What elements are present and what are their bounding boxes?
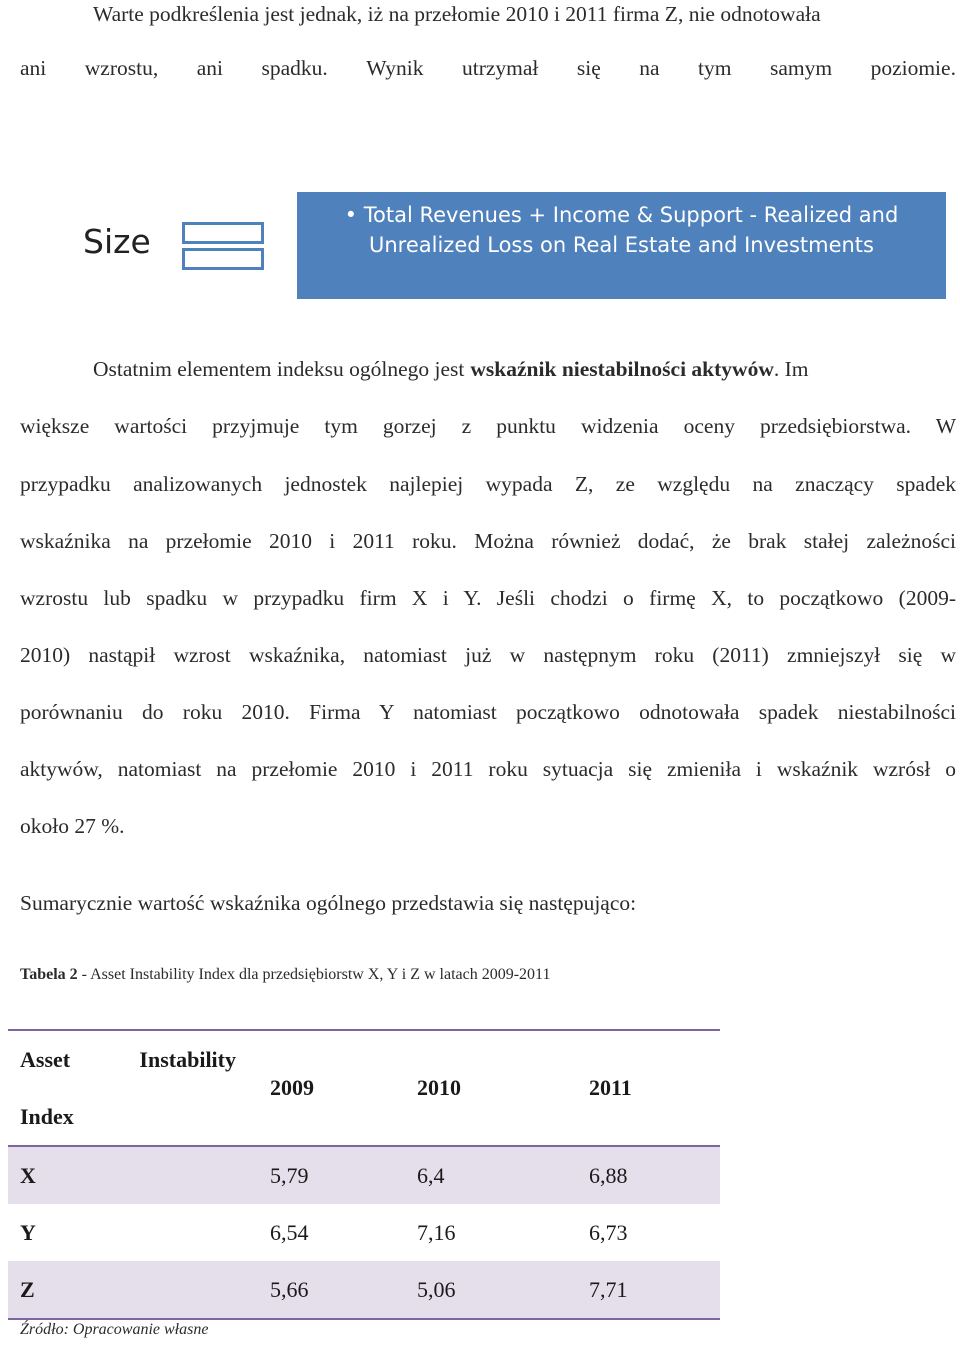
- text-line: 2010) nastąpił wzrost wskaźnika, natomiast już w następnym roku (2011) zmniejszył się w: [20, 643, 956, 667]
- paragraph-line: [20, 812, 956, 840]
- cell: 5,06: [405, 1261, 577, 1319]
- summary-text: [20, 889, 956, 917]
- paragraph-line: [20, 527, 956, 555]
- table-row: [8, 1146, 720, 1204]
- text-part: Ostatnim elementem indeksu ogólnego jest: [93, 357, 465, 381]
- text-line: aktywów, natomiast na przełomie 2010 i 2011 roku sytuacja się zmieniła i wskaźnik wzrósł o: [20, 757, 956, 781]
- table-source: Źródło: Opracowanie własne: [20, 1321, 209, 1338]
- text-line: porównaniu do roku 2010. Firma Y natomiast początkowo odnotowała spadek niestabilności: [20, 700, 956, 724]
- header-index-cell: [8, 1030, 258, 1146]
- asset-instability-table: [8, 1029, 720, 1320]
- paragraph-line: [93, 0, 956, 28]
- table-header-row: [8, 1030, 720, 1146]
- word: tym: [698, 56, 732, 80]
- paragraph-line: [20, 698, 956, 726]
- table-caption: [20, 966, 550, 984]
- row-name: Y: [20, 1219, 36, 1245]
- word: się: [576, 56, 601, 80]
- text-line: przypadku analizowanych jednostek najlepiej wypada Z, ze względu na znaczący spadek: [20, 472, 956, 496]
- word: wzrostu,: [84, 56, 159, 80]
- word: Wynik: [366, 56, 424, 80]
- paragraph-line: [20, 755, 956, 783]
- cell: 6,4: [405, 1146, 577, 1204]
- cell: 6,54: [270, 1219, 309, 1245]
- word: spadku.: [261, 56, 328, 80]
- cell: 5,79: [258, 1146, 405, 1204]
- cell: 7,71: [577, 1261, 720, 1319]
- word: poziomie.: [870, 56, 956, 80]
- header-year: 2009: [258, 1030, 405, 1146]
- cell: 6,73: [589, 1219, 628, 1245]
- paragraph-line: [93, 355, 956, 383]
- text-fragment: [93, 355, 815, 383]
- caption-label: Tabela 2: [20, 966, 78, 983]
- diagram-text-box: [297, 192, 946, 299]
- text-line: większe wartości przyjmuje tym gorzej z punktu widzenia oceny przedsiębiorstwa. W: [20, 414, 956, 438]
- diagram-size-label: Size: [83, 222, 151, 261]
- cell: 7,16: [417, 1219, 456, 1245]
- text-part: . Im: [773, 357, 809, 381]
- text-line: wzrostu lub spadku w przypadku firm X i Y. Jeśli chodzi o firmę X, to początkowo (2009-: [20, 586, 956, 610]
- row-name: Z: [8, 1261, 258, 1319]
- diagram-text: • Total Revenues + Income & Support - Realized and Unrealized Loss on Real Estate and Investments: [344, 203, 899, 257]
- word: utrzymał: [461, 56, 539, 80]
- paragraph-line: [20, 412, 956, 440]
- row-name: X: [8, 1146, 258, 1204]
- table-row: [8, 1261, 720, 1319]
- caption-text: - Asset Instability Index dla przedsiębiorstw X, Y i Z w latach 2009-2011: [77, 966, 551, 983]
- header-year: 2010: [405, 1030, 577, 1146]
- paragraph-line: [20, 470, 956, 498]
- paragraph-line: [20, 54, 956, 82]
- header-text: Asset: [20, 1046, 71, 1072]
- text-line: Warte podkreślenia jest jednak, iż na przełomie 2010 i 2011 firma Z, nie odnotowała: [93, 2, 821, 26]
- cell: 5,66: [258, 1261, 405, 1319]
- paragraph-line: [20, 584, 956, 612]
- text-line: wskaźnika na przełomie 2010 i 2011 roku. Można również dodać, że brak stałej zależności: [20, 529, 956, 553]
- table-row: [8, 1204, 720, 1261]
- word: samym: [769, 56, 833, 80]
- header-year: 2011: [577, 1030, 720, 1146]
- cell: 6,88: [577, 1146, 720, 1204]
- bold-term: wskaźnik niestabilności aktywów: [470, 357, 774, 381]
- header-text: Instability: [139, 1046, 236, 1072]
- word: ani: [196, 56, 223, 80]
- header-text: Index: [20, 1103, 74, 1129]
- word: na: [639, 56, 660, 80]
- text-line: około 27 %.: [20, 814, 125, 838]
- paragraph-line: [20, 641, 956, 669]
- word: ani: [20, 56, 47, 80]
- text-line: Sumarycznie wartość wskaźnika ogólnego przedstawia się następująco:: [20, 891, 637, 915]
- equals-bars-icon: [182, 222, 264, 272]
